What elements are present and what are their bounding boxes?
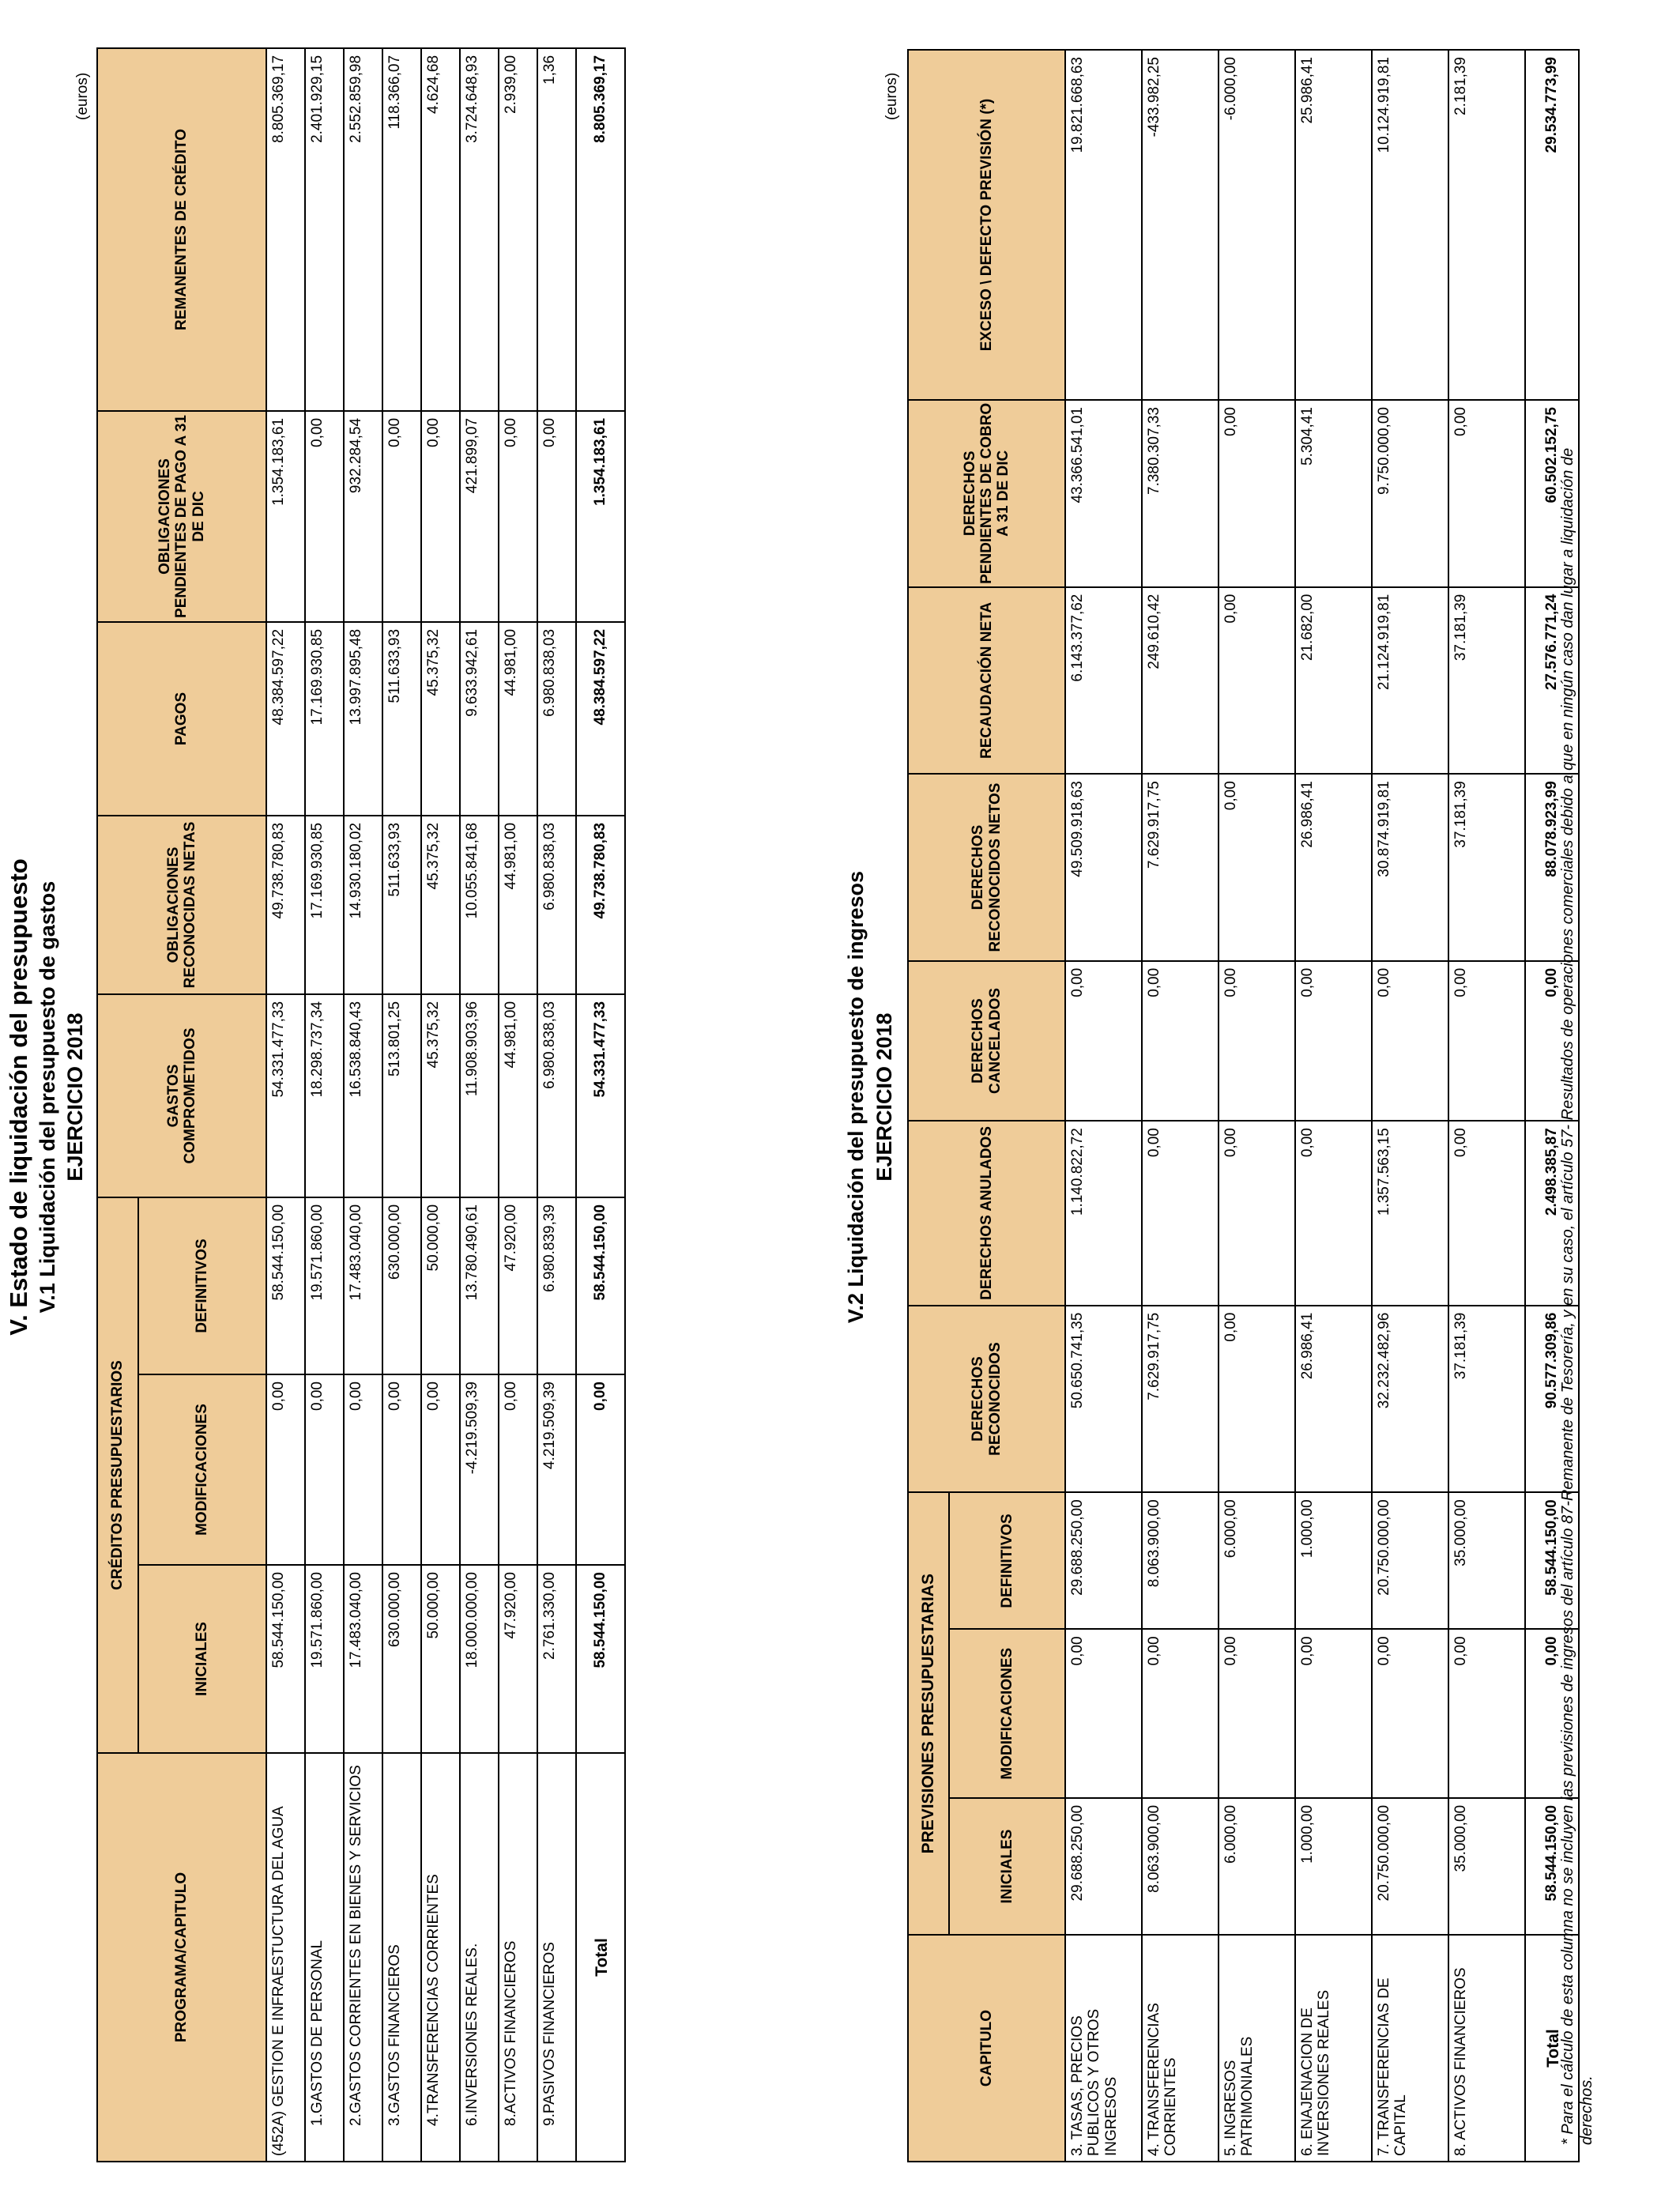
income-cell: 29.688.250,00 xyxy=(1065,1798,1142,1935)
expenses-header-comprometidos: GASTOS COMPROMETIDOS xyxy=(97,994,266,1197)
expenses-cell: 17.169.930,85 xyxy=(305,622,344,816)
expenses-cell: 50.000,00 xyxy=(421,1197,460,1374)
income-cell: 0,00 xyxy=(1219,400,1295,587)
expenses-total-label: Total xyxy=(576,1753,625,2162)
income-cell: 7.629.917,75 xyxy=(1142,1306,1219,1493)
expenses-header-definitivos: DEFINITIVOS xyxy=(138,1197,266,1374)
expenses-row-label: 2.GASTOS CORRIENTES EN BIENES Y SERVICIOS xyxy=(344,1753,382,2162)
income-total-label: Total xyxy=(1525,1935,1579,2162)
income-cell: 0,00 xyxy=(1448,961,1525,1121)
income-cell: 9.750.000,00 xyxy=(1372,400,1448,587)
income-header-cancelados: DERECHOS CANCELADOS xyxy=(908,961,1065,1121)
expenses-cell: 45.375,32 xyxy=(421,816,460,994)
expenses-cell: 17.483.040,00 xyxy=(344,1565,382,1753)
income-cell: 35.000,00 xyxy=(1448,1492,1525,1629)
expenses-cell: 44.981,00 xyxy=(499,622,537,816)
expenses-cell: 11.908.903,96 xyxy=(460,994,499,1197)
income-header-netos: DERECHOS RECONOCIDOS NETOS xyxy=(908,774,1065,961)
income-group-header: PREVISIONES PRESUPUESTARIAS xyxy=(908,1492,949,1935)
expenses-cell: 513.801,25 xyxy=(382,994,421,1197)
income-table-row xyxy=(1448,50,1525,2162)
expenses-cell: 0,00 xyxy=(421,411,460,622)
expenses-cell: 50.000,00 xyxy=(421,1565,460,1753)
income-cell: 26.986,41 xyxy=(1295,1306,1372,1493)
expenses-cell: 18.298.737,34 xyxy=(305,994,344,1197)
expenses-row-label: (452A) GESTION E INFRAESTUCTURA DEL AGUA xyxy=(266,1753,305,2162)
income-cell: 0,00 xyxy=(1448,1121,1525,1306)
expenses-cell: 1,36 xyxy=(537,48,576,411)
expenses-cell: 0,00 xyxy=(382,411,421,622)
income-header-reconocidos: DERECHOS RECONOCIDOS xyxy=(908,1306,1065,1493)
income-cell: 0,00 xyxy=(1295,961,1372,1121)
expenses-cell: 0,00 xyxy=(305,411,344,622)
expenses-row-label: 6.INVERSIONES REALES. xyxy=(460,1753,499,2162)
expenses-table-row xyxy=(421,48,460,2162)
expenses-cell: 0,00 xyxy=(382,1374,421,1565)
income-cell: 32.232.482,96 xyxy=(1372,1306,1448,1493)
income-cell: 6.000,00 xyxy=(1219,1492,1295,1629)
income-cell: 0,00 xyxy=(1448,400,1525,587)
income-cell: 0,00 xyxy=(1142,1121,1219,1306)
expenses-units: (euros) xyxy=(74,72,91,120)
expenses-cell: 49.738.780,83 xyxy=(266,816,305,994)
income-cell: 5.304,41 xyxy=(1295,400,1372,587)
expenses-cell: 0,00 xyxy=(305,1374,344,1565)
income-total-cell: 0,00 xyxy=(1525,1629,1579,1797)
income-cell: 0,00 xyxy=(1219,1306,1295,1493)
expenses-year: EJERCICIO 2018 xyxy=(63,1012,87,1182)
income-total-cell: 29.534.773,99 xyxy=(1525,50,1579,400)
income-cell: 0,00 xyxy=(1219,1121,1295,1306)
expenses-cell: 58.544.150,00 xyxy=(266,1197,305,1374)
expenses-cell: 511.633,93 xyxy=(382,622,421,816)
income-cell: 21.124.919,81 xyxy=(1372,587,1448,775)
income-cell: 1.000,00 xyxy=(1295,1492,1372,1629)
expenses-header-pendientes: OBLIGACIONES PENDIENTES DE PAGO A 31 DE DIC xyxy=(97,411,266,622)
expenses-cell: -4.219.509,39 xyxy=(460,1374,499,1565)
income-cell: 0,00 xyxy=(1065,961,1142,1121)
income-cell: -433.982,25 xyxy=(1142,50,1219,400)
expenses-table xyxy=(96,47,626,2162)
expenses-cell: 44.981,00 xyxy=(499,816,537,994)
expenses-table-row xyxy=(499,48,537,2162)
income-units: (euros) xyxy=(883,72,900,120)
expenses-cell: 47.920,00 xyxy=(499,1565,537,1753)
expenses-table-row xyxy=(266,48,305,2162)
income-header-iniciales: INICIALES xyxy=(949,1798,1065,1935)
expenses-cell: 511.633,93 xyxy=(382,816,421,994)
expenses-cell: 6.980.838,03 xyxy=(537,994,576,1197)
income-total-cell: 90.577.309,86 xyxy=(1525,1306,1579,1493)
expenses-total-cell: 8.805.369,17 xyxy=(576,48,625,411)
income-cell: 0,00 xyxy=(1142,961,1219,1121)
income-cell: 10.124.919,81 xyxy=(1372,50,1448,400)
expenses-cell: 58.544.150,00 xyxy=(266,1565,305,1753)
income-cell: 0,00 xyxy=(1219,774,1295,961)
income-row-label: 5. INGRESOS PATRIMONIALES xyxy=(1219,1935,1295,2162)
expenses-cell: 45.375,32 xyxy=(421,622,460,816)
income-cell: 8.063.900,00 xyxy=(1142,1798,1219,1935)
income-cell: 1.000,00 xyxy=(1295,1798,1372,1935)
income-header-definitivos: DEFINITIVOS xyxy=(949,1492,1065,1629)
income-cell: 0,00 xyxy=(1065,1629,1142,1797)
expenses-cell: 118.366,07 xyxy=(382,48,421,411)
expenses-cell: 0,00 xyxy=(344,1374,382,1565)
expenses-table-row xyxy=(344,48,382,2162)
income-cell: 35.000,00 xyxy=(1448,1798,1525,1935)
expenses-total-cell: 1.354.183,61 xyxy=(576,411,625,622)
expenses-cell: 9.633.942,61 xyxy=(460,622,499,816)
income-cell: 0,00 xyxy=(1295,1121,1372,1306)
expenses-total-cell: 49.738.780,83 xyxy=(576,816,625,994)
expenses-total-cell: 54.331.477,33 xyxy=(576,994,625,1197)
income-table-row xyxy=(1295,50,1372,2162)
income-header-pendientes: DERECHOS PENDIENTES DE COBRO A 31 DE DIC xyxy=(908,400,1065,587)
expenses-row-label: 4.TRANSFERENCIAS CORRIENTES xyxy=(421,1753,460,2162)
income-row-label: 6. ENAJENACION DE INVERSIONES REALES xyxy=(1295,1935,1372,2162)
expenses-group-header: CRÉDITOS PRESUPUESTARIOS xyxy=(97,1197,138,1753)
expenses-total-row xyxy=(576,48,625,2162)
income-total-cell: 58.544.150,00 xyxy=(1525,1492,1579,1629)
income-row-label: 8. ACTIVOS FINANCIEROS xyxy=(1448,1935,1525,2162)
income-table-row xyxy=(1219,50,1295,2162)
income-cell: 8.063.900,00 xyxy=(1142,1492,1219,1629)
expenses-cell: 2.761.330,00 xyxy=(537,1565,576,1753)
income-header-exceso: EXCESO \ DEFECTO PREVISIÓN (*) xyxy=(908,50,1065,400)
expenses-total-cell: 48.384.597,22 xyxy=(576,622,625,816)
income-cell: 21.682,00 xyxy=(1295,587,1372,775)
income-header-modificaciones: MODIFICACIONES xyxy=(949,1629,1065,1797)
income-total-cell: 60.502.152,75 xyxy=(1525,400,1579,587)
income-total-cell: 2.498.385,87 xyxy=(1525,1121,1579,1306)
expenses-cell: 932.284,54 xyxy=(344,411,382,622)
expenses-cell: 17.169.930,85 xyxy=(305,816,344,994)
expenses-cell: 10.055.841,68 xyxy=(460,816,499,994)
expenses-total-cell: 0,00 xyxy=(576,1374,625,1565)
expenses-cell: 6.980.838,03 xyxy=(537,622,576,816)
expenses-cell: 14.930.180,02 xyxy=(344,816,382,994)
expenses-cell: 6.980.839,39 xyxy=(537,1197,576,1374)
income-cell: 1.140.822,72 xyxy=(1065,1121,1142,1306)
income-cell: 37.181,39 xyxy=(1448,587,1525,775)
income-cell: 26.986,41 xyxy=(1295,774,1372,961)
income-total-cell: 88.078.923,99 xyxy=(1525,774,1579,961)
expenses-table-row xyxy=(460,48,499,2162)
expenses-cell: 4.624,68 xyxy=(421,48,460,411)
income-cell: 0,00 xyxy=(1295,1629,1372,1797)
income-cell: 50.650.741,35 xyxy=(1065,1306,1142,1493)
expenses-cell: 6.980.838,03 xyxy=(537,816,576,994)
footnote: * Para el cálculo de esta columna no se incluyen las previsiones de ingresos del artículo 87-Remanente de Tesorería, y en su caso, el artículo 57- Resultados de operaciones comerciales debido a que en ningún caso dan lugar a liquidación de derechos. xyxy=(1559,447,1595,2145)
income-header-capitulo: CAPITULO xyxy=(908,1935,1065,2162)
expenses-cell: 16.538.840,43 xyxy=(344,994,382,1197)
income-table-row xyxy=(1065,50,1142,2162)
income-cell: 249.610,42 xyxy=(1142,587,1219,775)
expenses-total-cell: 58.544.150,00 xyxy=(576,1565,625,1753)
expenses-cell: 0,00 xyxy=(499,411,537,622)
expenses-header-iniciales: INICIALES xyxy=(138,1565,266,1753)
income-cell: 0,00 xyxy=(1219,587,1295,775)
expenses-cell: 2.401.929,15 xyxy=(305,48,344,411)
expenses-table-row xyxy=(382,48,421,2162)
expenses-cell: 13.780.490,61 xyxy=(460,1197,499,1374)
income-cell: 1.357.563,15 xyxy=(1372,1121,1448,1306)
expenses-cell: 3.724.648,93 xyxy=(460,48,499,411)
expenses-cell: 630.000,00 xyxy=(382,1197,421,1374)
expenses-header-obligaciones: OBLIGACIONES RECONOCIDAS NETAS xyxy=(97,816,266,994)
expenses-cell: 54.331.477,33 xyxy=(266,994,305,1197)
income-table-row xyxy=(1372,50,1448,2162)
income-section-title: V.2 Liquidación del presupuesto de ingresos xyxy=(844,870,868,1324)
expenses-cell: 19.571.860,00 xyxy=(305,1197,344,1374)
income-cell: 0,00 xyxy=(1219,961,1295,1121)
expenses-cell: 19.571.860,00 xyxy=(305,1565,344,1753)
income-cell: 20.750.000,00 xyxy=(1372,1492,1448,1629)
income-header-anulados: DERECHOS ANULADOS xyxy=(908,1121,1065,1306)
expenses-cell: 17.483.040,00 xyxy=(344,1197,382,1374)
expenses-cell: 44.981,00 xyxy=(499,994,537,1197)
income-cell: -6.000,00 xyxy=(1219,50,1295,400)
income-total-cell: 27.576.771,24 xyxy=(1525,587,1579,775)
income-cell: 37.181,39 xyxy=(1448,1306,1525,1493)
expenses-cell: 18.000.000,00 xyxy=(460,1565,499,1753)
expenses-cell: 13.997.895,48 xyxy=(344,622,382,816)
expenses-header-pagos: PAGOS xyxy=(97,622,266,816)
expenses-cell: 1.354.183,61 xyxy=(266,411,305,622)
income-row-label: 7. TRANSFERENCIAS DE CAPITAL xyxy=(1372,1935,1448,2162)
expenses-row-label: 8.ACTIVOS FINANCIEROS xyxy=(499,1753,537,2162)
expenses-row-label: 1.GASTOS DE PERSONAL xyxy=(305,1753,344,2162)
income-cell: 37.181,39 xyxy=(1448,774,1525,961)
income-header-recaudacion: RECAUDACIÓN NETA xyxy=(908,587,1065,775)
income-cell: 30.874.919,81 xyxy=(1372,774,1448,961)
expenses-cell: 8.805.369,17 xyxy=(266,48,305,411)
expenses-cell: 0,00 xyxy=(537,411,576,622)
expenses-row-label: 9.PASIVOS FINANCIEROS xyxy=(537,1753,576,2162)
income-cell: 0,00 xyxy=(1372,961,1448,1121)
expenses-cell: 2.552.859,98 xyxy=(344,48,382,411)
income-cell: 7.380.307,33 xyxy=(1142,400,1219,587)
income-cell: 6.000,00 xyxy=(1219,1798,1295,1935)
expenses-cell: 45.375,32 xyxy=(421,994,460,1197)
expenses-cell: 630.000,00 xyxy=(382,1565,421,1753)
income-cell: 0,00 xyxy=(1142,1629,1219,1797)
expenses-cell: 0,00 xyxy=(266,1374,305,1565)
expenses-section-title: V.1 Liquidación del presupuesto de gastos xyxy=(36,880,59,1314)
expenses-header-remanentes: REMANENTES DE CRÉDITO xyxy=(97,48,266,411)
expenses-cell: 47.920,00 xyxy=(499,1197,537,1374)
income-cell: 49.509.918,63 xyxy=(1065,774,1142,961)
expenses-header-modificaciones: MODIFICACIONES xyxy=(138,1374,266,1565)
income-cell: 43.366.541,01 xyxy=(1065,400,1142,587)
income-row-label: 4. TRANSFERENCIAS CORRIENTES xyxy=(1142,1935,1219,2162)
expenses-total-cell: 58.544.150,00 xyxy=(576,1197,625,1374)
expenses-cell: 0,00 xyxy=(499,1374,537,1565)
expenses-cell: 4.219.509,39 xyxy=(537,1374,576,1565)
income-cell: 0,00 xyxy=(1448,1629,1525,1797)
income-cell: 20.750.000,00 xyxy=(1372,1798,1448,1935)
income-cell: 0,00 xyxy=(1219,1629,1295,1797)
income-cell: 2.181,39 xyxy=(1448,50,1525,400)
income-year: EJERCICIO 2018 xyxy=(872,1012,896,1182)
expenses-cell: 48.384.597,22 xyxy=(266,622,305,816)
income-cell: 6.143.377,62 xyxy=(1065,587,1142,775)
expenses-table-row xyxy=(305,48,344,2162)
income-cell: 7.629.917,75 xyxy=(1142,774,1219,961)
income-row-label: 3. TASAS, PRECIOS PUBLICOS Y OTROS INGRESOS xyxy=(1065,1935,1142,2162)
income-total-cell: 58.544.150,00 xyxy=(1525,1798,1579,1935)
page-title: V. Estado de liquidación del presupuesto xyxy=(5,858,32,1336)
expenses-table-row xyxy=(537,48,576,2162)
expenses-cell: 0,00 xyxy=(421,1374,460,1565)
income-cell: 0,00 xyxy=(1372,1629,1448,1797)
expenses-row-label: 3.GASTOS FINANCIEROS xyxy=(382,1753,421,2162)
expenses-header-programa: PROGRAMA/CAPITULO xyxy=(97,1753,266,2162)
income-cell: 29.688.250,00 xyxy=(1065,1492,1142,1629)
income-cell: 25.986,41 xyxy=(1295,50,1372,400)
income-cell: 19.821.668,63 xyxy=(1065,50,1142,400)
income-table-row xyxy=(1142,50,1219,2162)
expenses-cell: 2.939,00 xyxy=(499,48,537,411)
expenses-cell: 421.899,07 xyxy=(460,411,499,622)
income-total-cell: 0,00 xyxy=(1525,961,1579,1121)
income-table xyxy=(907,49,1580,2162)
